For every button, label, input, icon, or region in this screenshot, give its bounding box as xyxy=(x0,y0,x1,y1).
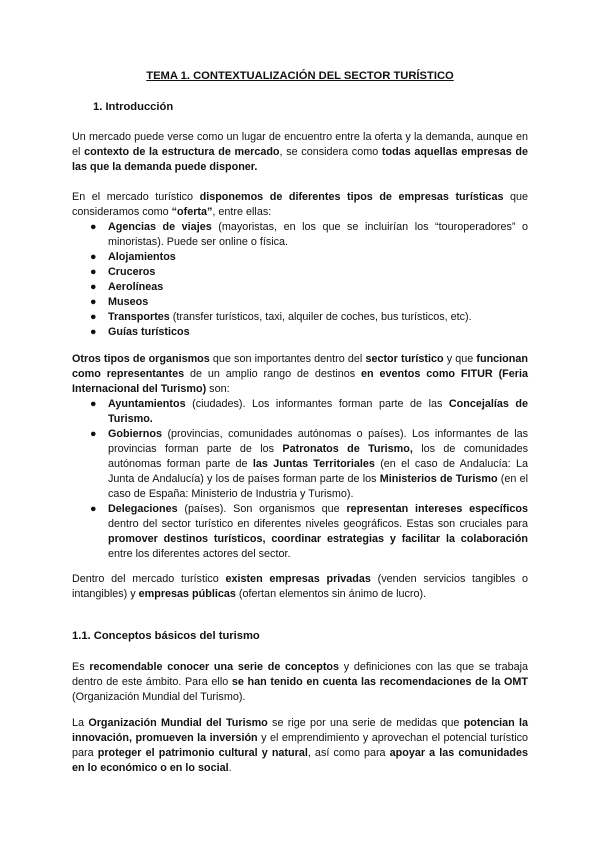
paragraph-empresas: Dentro del mercado turístico existen empresas privadas (venden servicios tangibles o intangibles) y empresas públicas (ofertan elementos sin ánimo de lucro). xyxy=(72,573,528,600)
bullet-icon: ● xyxy=(90,326,97,338)
list-item: ● Cruceros xyxy=(90,266,156,278)
paragraph-mercado: Un mercado puede verse como un lugar de encuentro entre la oferta y la demanda, aunque en el contexto de la estructura de mercado, se considera como todas aquellas empresas de las que la demanda puede disponer. xyxy=(72,131,528,173)
bullet-icon: ● xyxy=(90,221,97,233)
bullet-icon: ● xyxy=(90,398,97,410)
paragraph-oferta: En el mercado turístico disponemos de diferentes tipos de empresas turísticas que consideramos como “oferta”, entre ellas: xyxy=(72,191,529,218)
bullet-icon: ● xyxy=(90,266,97,278)
list-item: ● Gobiernos (provincias, comunidades autónomas o países). Los informantes de las provincias forman parte de los Patronatos de Turismo, los de comunidades autónomas forman parte de las Juntas Territoriales (en el caso de Andalucía: La Junta de Andalucía) y los de países forman parte de los Ministerios de Turismo (en el caso de España: Ministerio de Industria y Turismo). xyxy=(90,428,528,500)
list-item: ● Transportes (transfer turísticos, taxi, alquiler de coches, bus turísticos, etc). xyxy=(90,311,472,323)
paragraph-omt: La Organización Mundial del Turismo se rige por una serie de medidas que potencian la innovación, promueven la inversión y el emprendimiento y aprovechan el potencial turístico para proteger el patrimonio cultural y natural, así como para apoyar a las comunidades en lo económico o en lo social. xyxy=(72,717,529,774)
list-empresas-turisticas xyxy=(72,220,528,340)
list-item: ● Agencias de viajes (mayoristas, en los que se incluirían los “touroperadores” o minoristas). Puede ser online o física. xyxy=(90,221,528,248)
bullet-icon: ● xyxy=(90,296,97,308)
list-item: ● Aerolíneas xyxy=(90,281,164,293)
paragraph-conceptos: Es recomendable conocer una serie de conceptos y definiciones con las que se trabaja dentro de este ámbito. Para ello se han tenido en cuenta las recomendaciones de la OMT (Organización Mundial del Turismo). xyxy=(72,661,528,703)
bullet-icon: ● xyxy=(90,428,97,440)
section-heading-introduccion: 1. Introducción xyxy=(93,101,174,113)
list-item: ● Ayuntamientos (ciudades). Los informantes forman parte de las Concejalías de Turismo. xyxy=(90,398,528,425)
list-item: ● Museos xyxy=(90,296,149,308)
bullet-icon: ● xyxy=(90,311,97,323)
bullet-icon: ● xyxy=(90,503,97,515)
list-item: ● Alojamientos xyxy=(90,251,176,263)
list-item: ● Guías turísticos xyxy=(90,326,190,338)
bullet-icon: ● xyxy=(90,251,97,263)
paragraph-organismos: Otros tipos de organismos que son importantes dentro del sector turístico y que funcionan como representantes de un amplio rango de destinos en eventos como FITUR (Feria Internacional del Turismo) son: xyxy=(72,353,528,395)
list-organismos xyxy=(72,397,528,562)
list-item: ● Delegaciones (países). Son organismos que representan intereses específicos dentro del sector turístico en diferentes niveles geográficos. Estas son cruciales para promover destinos turísticos, coordinar estrategias y facilitar la colaboración entre los diferentes actores del sector. xyxy=(90,503,528,560)
section-heading-conceptos: 1.1. Conceptos básicos del turismo xyxy=(72,630,260,642)
bullet-icon: ● xyxy=(90,281,97,293)
page-title: TEMA 1. CONTEXTUALIZACIÓN DEL SECTOR TURÍSTICO xyxy=(146,70,454,82)
